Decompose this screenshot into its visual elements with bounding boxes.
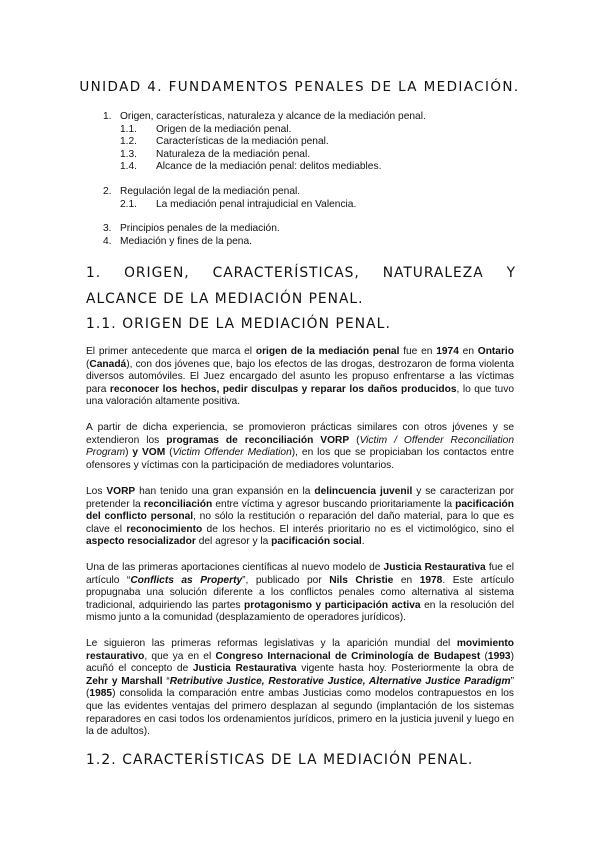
- text-run: .: [361, 536, 365, 548]
- highlighted-term: Zehr y Marshall: [86, 675, 163, 687]
- toc-item: [103, 223, 426, 236]
- text-run: en: [393, 574, 420, 586]
- highlighted-term: reconocimiento: [126, 523, 203, 535]
- highlighted-term: 1978: [419, 574, 443, 586]
- toc-subitem-number: 2.1.: [120, 198, 137, 210]
- text-run: ), en los que se propiciaban los contactos entre ofensores y víctimas con la participación de mediadores voluntarios.: [86, 447, 514, 471]
- toc-subitem-text: Naturaleza de la mediación penal.: [156, 148, 311, 160]
- text-run: fue en: [399, 346, 437, 357]
- toc-subitem: [103, 149, 426, 162]
- highlighted-term: Justicia Restaurativa: [192, 663, 297, 675]
- text-run: ) acuñó el concepto de: [86, 650, 514, 675]
- highlighted-term: reconocer los hechos, pedir disculpas y reparar los daños producidos: [109, 383, 457, 395]
- paragraph-4: [86, 562, 514, 625]
- toc-item-text: Origen, características, naturaleza y alcance de la mediación penal.: [120, 111, 426, 122]
- highlighted-term: Congreso Internacional de Criminología de Budapest: [215, 650, 481, 662]
- unit-title: UNIDAD 4. FUNDAMENTOS PENALES DE LA MEDIACIÓN.: [79, 79, 520, 95]
- toc-subitem: [103, 136, 426, 149]
- text-run: . Este artículo propugnaba una solución diferente a los conflictos penales como alternativa al sistema tradicional, adquiriendo las partes: [86, 574, 514, 611]
- subsection-heading-1-2: 1.2. CARACTERÍSTICAS DE LA MEDIACIÓN PENAL.: [86, 752, 474, 768]
- highlighted-term: Ontario: [477, 346, 514, 357]
- toc-subitem-text: Características de la mediación penal.: [156, 136, 329, 148]
- highlighted-term: origen de la mediación penal: [255, 346, 400, 357]
- toc-item-text: Mediación y fines de la pena.: [120, 235, 252, 247]
- toc-subitem: [103, 124, 426, 137]
- highlighted-term: Justicia Restaurativa: [383, 562, 486, 573]
- toc-item: [103, 111, 426, 124]
- highlighted-term: 1993: [487, 650, 511, 662]
- table-of-contents: [103, 111, 426, 248]
- text-run: fue el artículo “: [86, 562, 514, 586]
- text-run: (: [349, 434, 360, 446]
- toc-subitem-number: 1.1.: [120, 123, 137, 135]
- toc-subitem-number: 1.2.: [120, 136, 137, 148]
- text-run: ” (: [86, 675, 514, 700]
- highlighted-term: [130, 575, 242, 586]
- toc-spacer: [103, 174, 426, 186]
- paragraph-2: [86, 422, 514, 472]
- paragraph-5: [86, 638, 514, 739]
- highlighted-term: Victim / Offender Reconciliation Program: [86, 434, 514, 459]
- toc-item-number: 3.: [103, 223, 112, 235]
- text-run: ”, publicado por: [242, 574, 330, 586]
- highlighted-term: VORP: [106, 486, 136, 497]
- text-run: y se caracterizan por pretender la: [86, 486, 514, 510]
- text-run: , no sólo la restitución o reparación del daño material, para lo que es clave el: [86, 511, 514, 535]
- text-run: Le siguieron las primeras reformas legislativas y la aparición mundial del: [86, 638, 457, 649]
- toc-subitem-number: 1.4.: [120, 161, 137, 173]
- text-run: del agresor y la: [195, 536, 272, 548]
- highlighted-term: programas de reconciliación VORP: [166, 434, 350, 446]
- highlighted-term: [170, 676, 511, 687]
- highlighted-term: Nils Christie: [329, 574, 394, 586]
- highlighted-term: aspecto resocializador: [86, 536, 196, 548]
- highlighted-term: Victim Offender Mediation: [172, 447, 292, 459]
- toc-subitem-text: Alcance de la mediación penal: delitos mediables.: [156, 161, 382, 173]
- text-run: , que ya en el: [144, 650, 216, 662]
- text-run: A partir de dicha experiencia, se promovieron prácticas similares con otros jóvenes y se extendieron los: [86, 422, 514, 446]
- highlighted-term: movimiento restaurativo: [86, 638, 514, 662]
- text-run: han tenido una gran expansión en la: [135, 486, 315, 497]
- toc-item: [103, 236, 426, 249]
- highlighted-term: protagonismo y participación activa: [244, 599, 421, 611]
- text-run: “: [162, 675, 170, 687]
- text-run: (: [165, 447, 173, 459]
- toc-subitem-number: 1.3.: [120, 148, 137, 160]
- toc-item-number: 2.: [103, 185, 112, 197]
- highlighted-term: pacificación social: [271, 536, 362, 548]
- paragraph-3: [86, 486, 514, 549]
- toc-subitem-text: La mediación penal intrajudicial en Valencia.: [156, 198, 357, 210]
- text-run: ), con dos jóvenes que, bajo los efectos de las drogas, destrozaron de forma violenta diversos automóviles. El Juez encargado del asunto les propuso enfrentarse a las víctimas para: [86, 358, 514, 395]
- toc-spacer: [103, 211, 426, 223]
- text-run: ): [125, 447, 133, 459]
- text-run: Una de las primeras aportaciones científicas al nuevo modelo de: [86, 562, 384, 573]
- toc-subitem-text: Origen de la mediación penal.: [156, 123, 292, 135]
- highlighted-term: y VOM: [132, 447, 166, 459]
- toc-item-number: 1.: [103, 111, 112, 122]
- toc-subitem: [103, 161, 426, 174]
- highlighted-term: Canadá: [89, 358, 127, 370]
- text-run: Los: [86, 486, 107, 497]
- text-run: (: [480, 650, 488, 662]
- toc-subitem: [103, 199, 426, 212]
- subsection-heading-1-1: 1.1. ORIGEN DE LA MEDIACIÓN PENAL.: [86, 316, 391, 332]
- toc-item-number: 4.: [103, 235, 112, 247]
- text-run: entre víctima y agresor buscando prioritariamente la: [212, 498, 456, 510]
- text-run: en: [458, 346, 478, 357]
- toc-item-text: Regulación legal de la mediación penal.: [120, 185, 301, 197]
- text-run: de los hechos. El interés prioritario no es el victimológico, sino el: [202, 523, 514, 535]
- text-run: El primer antecedente que marca el: [86, 346, 256, 357]
- emphasis: Conflicts as Property: [130, 574, 243, 586]
- highlighted-term: delincuencia juvenil: [314, 486, 413, 497]
- text-run: , lo que tuvo una valoración altamente positiva.: [86, 383, 514, 408]
- paragraph-1: [86, 346, 514, 409]
- text-run: ) consolida la comparación entre ambas Justicias como modelos contrapuestos en los que las evidentes ventajas del primero desplazan al segundo (implantación de los sistemas reparadores en casi todos los ordenamientos jurídicos, primero en la justicia juvenil y luego en la de adultos).: [86, 688, 514, 738]
- section-heading-1: 1. ORIGEN, CARACTERÍSTICAS, NATURALEZA Y ALCANCE DE LA MEDIACIÓN PENAL.: [86, 265, 516, 307]
- highlighted-term: pacificación del conflicto personal: [86, 498, 514, 523]
- highlighted-term: 1974: [436, 346, 459, 357]
- toc-item: [103, 186, 426, 199]
- highlighted-term: reconciliación: [143, 498, 213, 510]
- toc-item-text: Principios penales de la mediación.: [120, 223, 280, 235]
- emphasis: Retributive Justice, Restorative Justice, Alternative Justice Paradigm: [169, 675, 511, 687]
- highlighted-term: 1985: [89, 688, 113, 700]
- text-run: (: [86, 358, 90, 370]
- text-run: en la resolución del mismo junto a la comunidad (desplazamiento de operadores jurídicos).: [86, 599, 514, 624]
- text-run: vigente hasta hoy. Posteriormente la obra de: [296, 663, 514, 675]
